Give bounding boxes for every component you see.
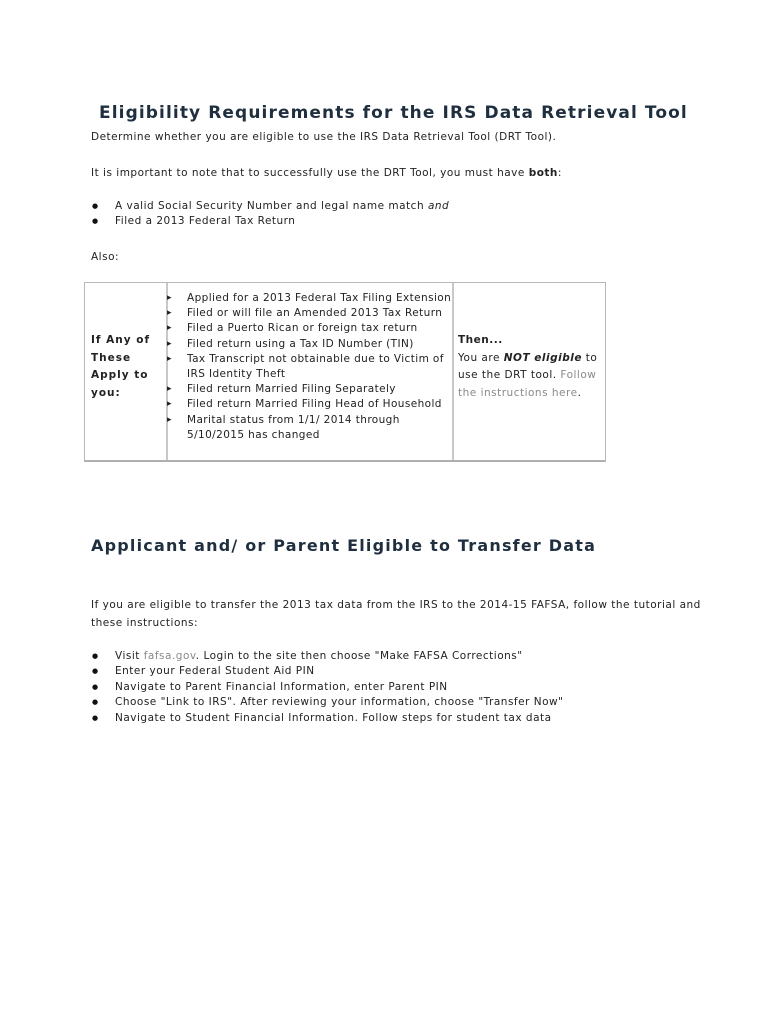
condition-continuation: 5/10/2015 has changed <box>187 428 320 441</box>
list-item <box>91 199 449 214</box>
result-post: to <box>581 351 598 364</box>
condition-text: Tax Transcript not obtainable due to Victim of <box>187 352 444 365</box>
steps-list <box>91 649 563 726</box>
requirement-text: A valid Social Security Number and legal name match <box>115 200 428 212</box>
transfer-intro: If you are eligible to transfer the 2013 tax data from the IRS to the 2014-15 FAFSA, follow the tutorial and <box>91 599 701 611</box>
table-divider <box>452 283 454 460</box>
result-line <box>458 367 598 385</box>
label-line: These <box>91 351 132 364</box>
step-text: . Login to the site then choose "Make FAFSA Corrections" <box>195 650 523 662</box>
instructions-link[interactable]: Follow <box>560 369 597 382</box>
transfer-intro: these instructions: <box>91 617 199 629</box>
list-item: ▸ Filed return using a Tax ID Number (TIN) <box>167 337 451 352</box>
conditions-list <box>167 291 451 443</box>
condition-text: Marital status from 1/1/ 2014 through <box>187 413 400 426</box>
list-item: ▸ Applied for a 2013 Federal Tax Filing Extension <box>167 291 451 306</box>
requirement-italic: and <box>427 200 450 212</box>
label-line: you: <box>91 386 121 399</box>
label-line: Apply to <box>91 369 149 382</box>
requirements-list <box>91 199 449 230</box>
fafsa-link[interactable]: fafsa.gov <box>143 650 196 662</box>
result-line <box>458 350 598 368</box>
must-have-bold: both <box>528 167 558 179</box>
table-result <box>458 332 598 402</box>
not-eligible-text: NOT eligible <box>503 351 582 364</box>
result-period: . <box>577 386 582 399</box>
list-item: ● Navigate to Parent Financial Information, enter Parent PIN <box>91 680 563 695</box>
then-label: Then... <box>458 334 503 346</box>
list-item: ● Navigate to Student Financial Information. Follow steps for student tax data <box>91 711 563 726</box>
condition-continuation: IRS Identity Theft <box>187 368 286 381</box>
instructions-link[interactable]: the instructions here <box>458 386 578 399</box>
result-text: use the DRT tool. <box>458 369 561 382</box>
list-item: ▸ Filed return Married Filing Separately <box>167 382 451 397</box>
list-item <box>91 649 563 664</box>
list-item: ▸ Filed a Puerto Rican or foreign tax return <box>167 321 451 336</box>
result-line <box>458 385 598 403</box>
list-item <box>167 413 451 443</box>
must-have-text <box>91 167 562 179</box>
must-have-colon: : <box>557 167 562 179</box>
section-title: Applicant and/ or Parent Eligible to Transfer Data <box>91 536 597 555</box>
intro-text: Determine whether you are eligible to use the IRS Data Retrieval Tool (DRT Tool). <box>91 131 557 143</box>
list-item: ● Filed a 2013 Federal Tax Return <box>91 214 449 229</box>
step-text: Visit <box>115 650 144 662</box>
table-condition-label <box>91 332 163 402</box>
list-item: ● Choose "Link to IRS". After reviewing your information, choose "Transfer Now" <box>91 695 563 710</box>
list-item <box>167 352 451 382</box>
page-title: Eligibility Requirements for the IRS Data Retrieval Tool <box>99 103 688 123</box>
result-pre: You are <box>458 351 504 364</box>
list-item: ▸ Filed return Married Filing Head of Household <box>167 397 451 412</box>
also-label: Also: <box>91 251 120 263</box>
must-have-main: It is important to note that to successfully use the DRT Tool, you must have <box>91 167 529 179</box>
list-item: ● Enter your Federal Student Aid PIN <box>91 664 563 679</box>
list-item: ▸ Filed or will file an Amended 2013 Tax Return <box>167 306 451 321</box>
label-line: If Any of <box>91 334 151 346</box>
